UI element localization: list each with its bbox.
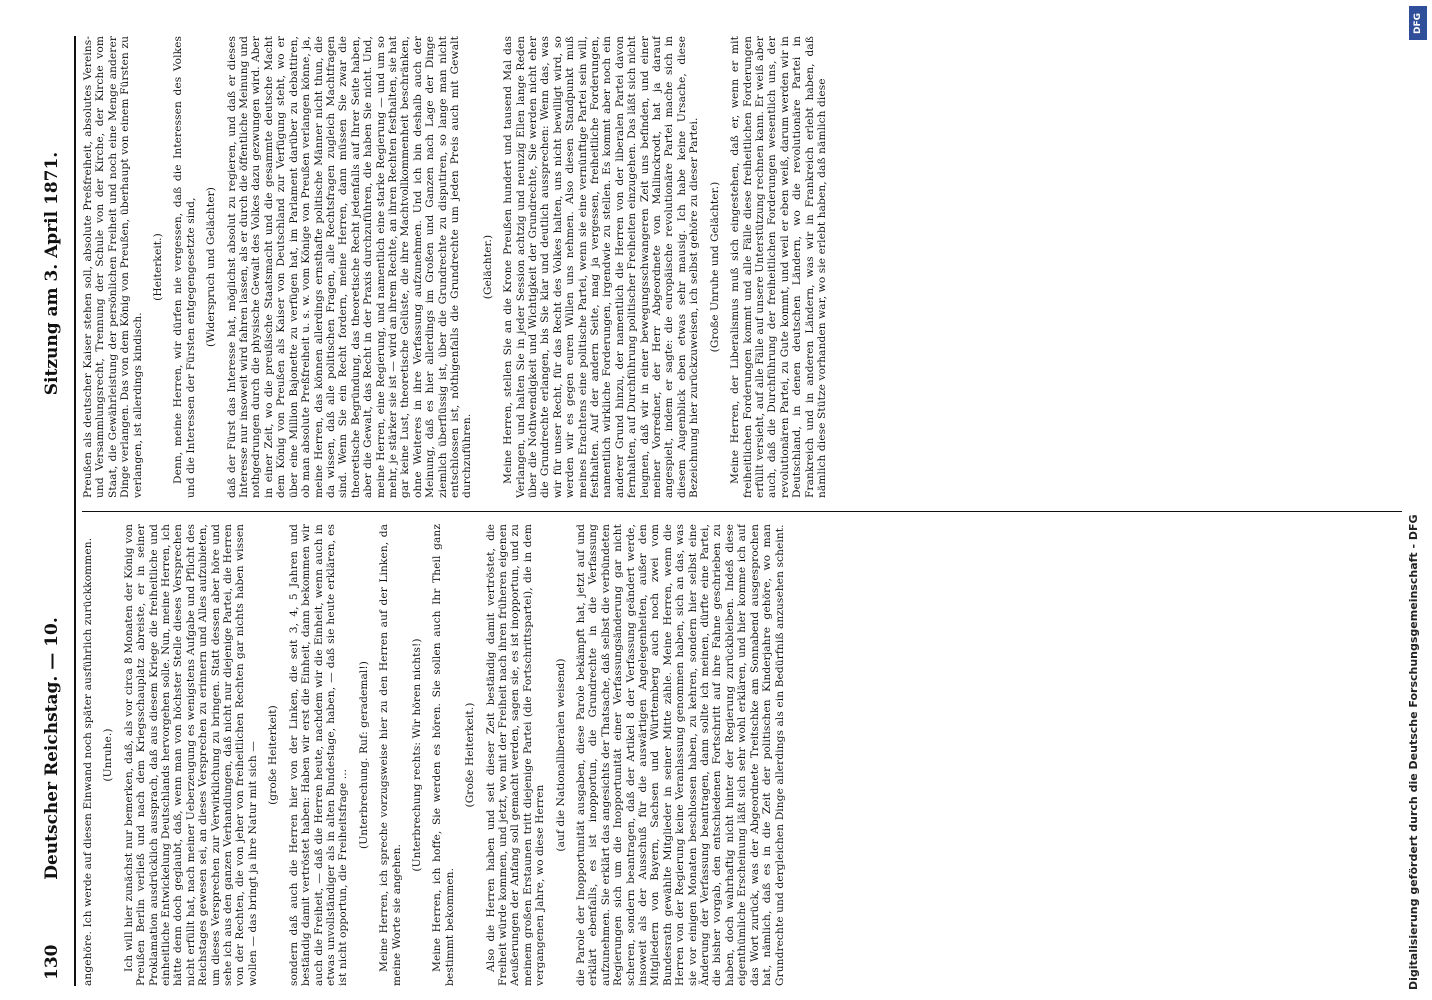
document-page — [28, 36, 1418, 986]
paragraph: Meine Herren, stellen Sie an die Krone Preußen hundert und tausend Mal das Verlangen, und halten Sie in jeder Session achtzig und neunzig Ellen lange Reden über die Nothwendigkeit und Wichtigkeit der Grundrechte, Sie werden nicht eher die Grundrechte erlangen, bis Sie klar und deutlich aussprechen: Wenn das, was wir für unser Recht, für das Recht des Volkes halten, uns nicht bewilligt wird, so werden wir es gegen euren Willen uns nehmen. Also diesen Standpunkt muß meines Erachtens eine politische Partei, wenn sie eine vernünftige Partei sein will, festhalten. Auf der andern Seite, mag ja vergessen, freiheitliche Forderungen, namentlich wirkliche Forderungen, irgendwie zu stellen. Es kommt aber noch ein anderer Grund hinzu, der namentlich die Herren von der liberalen Partei davon fernhalten, auf Durchführung politischer Freiheiten einzugehen. Das läßt sich nicht leugnen, daß wir in einer bewegungsschwangeren Zeit uns befinden, und einer meiner Vorredner, der Herr Abgeordnete von Mallinckrodt, hat ja darauf angespielt, indem er sagte: die europäische revolutionäre Partei mache sich in diesem Augenblick eben etwas sehr mausig. Ich habe keine Ursache, diese Bezeichnung hier zurückzuweisen, ich selbst gehöre zu dieser Partei. — [502, 36, 701, 498]
paragraph: Also die Herren haben und seit dieser Zeit beständig damit vertröstet, die Freiheit würde kommen, und jetzt, wo mit der Freiheit nach ihren früheren eigenen Aeußerungen der Anfang soll gemacht werden, sagen sie, es ist inopportun, und zu meinem großen Erstaunen tritt diejenige Partei (die Fortschrittspartei), die in dem vergangenen Jahre, wo diese Herren — [484, 524, 547, 986]
paragraph: sondern daß auch die Herren hier von der Linken, die seit 3, 4, 5 Jahren und beständig damit vertröstet haben: Haben wir erst die Einheit, dann bekommen wir auch die Freiheit, — daß die Herren heute, nachdem wir die Einheit, wenn auch in etwas unvollständiger als in alten Bundestage, haben, — daß sie heute erklären, es ist nicht opportun, die Freiheitsfrage ... — [287, 524, 350, 986]
page-header — [28, 36, 76, 986]
stage-direction: (Unterbrechung. Ruf: gerademal!) — [357, 661, 370, 849]
digitization-note-text: Digitalisierung gefördert durch die Deutsche Forschungsgemeinschaft - DFG — [1407, 514, 1420, 990]
header-right-title: Sitzung am 3. April 1871. — [42, 151, 62, 396]
stage-direction: (große Heiterkeit) — [267, 705, 280, 805]
paragraph: angehöre. Ich werde auf diesen Einwand noch später ausführlich zurückkommen. — [82, 537, 94, 986]
stage-direction: (Heiterkeit.) — [152, 233, 165, 301]
stage-direction: (Widerspruch und Gelächter) — [205, 187, 218, 347]
paragraph: Meine Herren, ich spreche vorzugsweise hier zu den Herren auf der Linken, da meine Worte sie angehen. — [378, 524, 403, 986]
paragraph: Denn, meine Herren, wir dürfen nie vergessen, daß die Interessen des Volkes und die Interessen der Fürsten entgegengesetzte sind, — [172, 36, 197, 498]
paragraph: die Parole der Inopportunität ausgaben, diese Parole bekämpft hat, jetzt auf und erklärt ebenfalls, es ist inopportun, die Grundrechte in die Verfassung aufzunehmen. Sie erklärt das angesichts der Thatsache, daß selbst die verbündeten Regierungen sich um die Inopportunität einer Verfassungsänderung gar nicht scheren, sondern beantragen, daß der Artikel 8 der Verfassung geändert werde, insoweit als der Ausschuß für die auswärtigen Angelegenheiten, außer den Mitgliedern von Bayern, Sachsen und Württemberg auch noch zwei vom Bundesrath gewählte Mitglieder in seiner Mitte zähle. Meine Herren, wenn die Herren von der Regierung keine Veranlassung genommen haben, sich an das, was sie vor einigen Monaten beschlossen haben, zu kehren, sondern hier selbst eine Änderung der Verfassung beantragen, dann sollte ich meinen, dürfte eine Partei, die bisher vorgab, den entschiedenen Fortschritt auf ihre Fahne geschrieben zu haben, doch wahrhaftig nicht hinter der Regierung zurückbleiben. Indeß diese eigenthümliche Erscheinung läßt sich sehr wohl erklären, und hier komme ich auf das Wort zurück, was der Abgeordnete Treitschke am Sonnabend ausgesprochen hat, nämlich, daß es in die Zeit der politischen Kinderjahre gehöre, wo man Grundrechte und dergleichen Dinge allerdings als ein Bedürfniß anzusehen scheint. — [575, 524, 786, 986]
paragraph: Meine Herren, ich hoffe, Sie werden es hören. Sie sollen auch Ihr Theil ganz bestimmt bekommen. — [431, 524, 456, 986]
stage-direction: (auf die Nationalliberalen weisend) — [554, 658, 567, 852]
digitization-note — [1404, 0, 1428, 1000]
header-rule — [74, 36, 76, 986]
stage-direction: (Große Unruhe und Gelächter.) — [708, 181, 721, 353]
left-column — [82, 524, 1412, 986]
page-number: 130 — [42, 944, 62, 980]
stage-direction: (Gelächter.) — [481, 234, 494, 300]
paragraph: Preußen als deutscher Kaiser stehen soll, absolute Preßfreiheit, absolutes Vereins- und Versammlungsrecht, Trennung der Schule von der Kirche, der Kirche vom Staat, die Gewährleistung der persönlichen Freiheit und noch eine Menge anderer Dinge verlangen. Das von dem König von Preußen, überhaupt von einem Fürsten zu verlangen, ist allerdings kindisch. — [82, 36, 144, 498]
right-column — [82, 36, 1412, 498]
header-left-title: Deutscher Reichstag. — 10. — [42, 617, 62, 880]
dfg-logo: DFG — [1409, 6, 1427, 40]
stage-direction: (Unterbrechung rechts: Wir hören nichts!) — [410, 638, 423, 872]
column-divider — [82, 511, 1402, 512]
stage-direction: (Unruhe.) — [102, 728, 115, 782]
stage-direction: (Große Heiterkeit.) — [464, 702, 477, 808]
paragraph: daß der Fürst das Interesse hat, möglichst absolut zu regieren, und daß er dieses Interesse nur insoweit wird fahren lassen, als er durch die öffentliche Meinung und nothgedrungen durch die physische Gewalt des Volkes dazu gezwungen wird. Aber in einer Zeit, wo die preußische Staatsmacht und die gesammte deutsche Macht dem König von Preußen als Kaiser von Deutschland zur Verfügung steht, wo er über eine Million Bajonette zu verfügen hat, im Parlament darüber zu debattiren, ob man absolute Preßfreiheit u. s. w. vom Könige von Preußen verlangen könne, ja, meine Herren, das können allerdings ernsthafte politische Männer nicht thun, die da wissen, daß alle politischen Fragen, alle Rechtsfragen zugleich Machtfragen sind. Wenn Sie ein Recht fordern, meine Herren, dann müssen Sie zwar die theoretische Begründung, das theoretische Recht jedenfalls auf Ihrer Seite haben, aber die Gewalt, das Recht in der Praxis durchzuführen, die haben Sie nicht. Und, meine Herren, eine Regierung, und namentlich eine starke Regierung — und um so mehr, je stärker sie ist — wird an ihrem Rechte, an ihren Rechten festhalten, sie hat gar keine Lust, theoretische Gelüste, die ihre Machtvollkommenheit beschränken, ohne Weiteres in ihre Verfassung aufzunehmen. Und ich bin deshalb auch der Meinung, daß es hier allerdings im Großen und Ganzen nach Lage der Dinge ziemlich überflüssig ist, über die Grundrechte zu disputiren, so lange man nicht entschlossen ist, nöthigenfalls die Grundrechte um jeden Preis auch mit Gewalt durchzuführen. — [225, 36, 474, 498]
paragraph: Meine Herren, der Liberalismus muß sich eingestehen, daß er, wenn er mit freiheitlichen Forderungen kommt und alle Fälle diese freiheitlichen Forderungen erfüllt versieht, auf alle Fälle auf unsere Unterstützung rechnen kann. Er weiß aber auch, daß die Durchführung der freiheitlichen Forderungen wesentlich uns, der revolutionären Partei, zu Gute kommt, und weil er eben weiß, darum werden wir in Deutschland, in denen deutschen Ländern, wo die revolutionäre Partei in Frankreich und in anderen Ländern, was wir in Frankreich erlebt haben, daß nämlich diese Stütze vorhanden war, wo sie erlebt haben, daß nämlich diese — [729, 36, 828, 498]
paragraph: Ich will hier zunächst nur bemerken, daß, als vor circa 8 Monaten der König von Preußen Berlin verließ und nach dem Kriegsschauplatz abreiste, er in seiner Proklamation ausdrücklich aussprach, daß aus diesem Kriege die freiheitliche und einheitliche Entwickelung Deutschlands hervorgehen solle. Nun, meine Herren, ich hätte denn doch geglaubt, daß, wenn man von höchster Stelle dieses Versprechen nicht erfüllt hat, nach meiner Ueberzeugung es wenigstens Aufgabe und Pflicht des Reichstages gewesen sei, an dieses Versprechen zu erinnern und Alles aufzubieten, um dieses Versprechen zur Verwirklichung zu bringen. Statt dessen aber höre und sehe ich aus den ganzen Verhandlungen, daß nicht nur diejenige Partei, die Herren von der Rechten, die von jeher von freiheitlichen Rechten gar nichts haben wissen wollen — das bringt ja ihre Natur mit sich — — [122, 524, 259, 986]
